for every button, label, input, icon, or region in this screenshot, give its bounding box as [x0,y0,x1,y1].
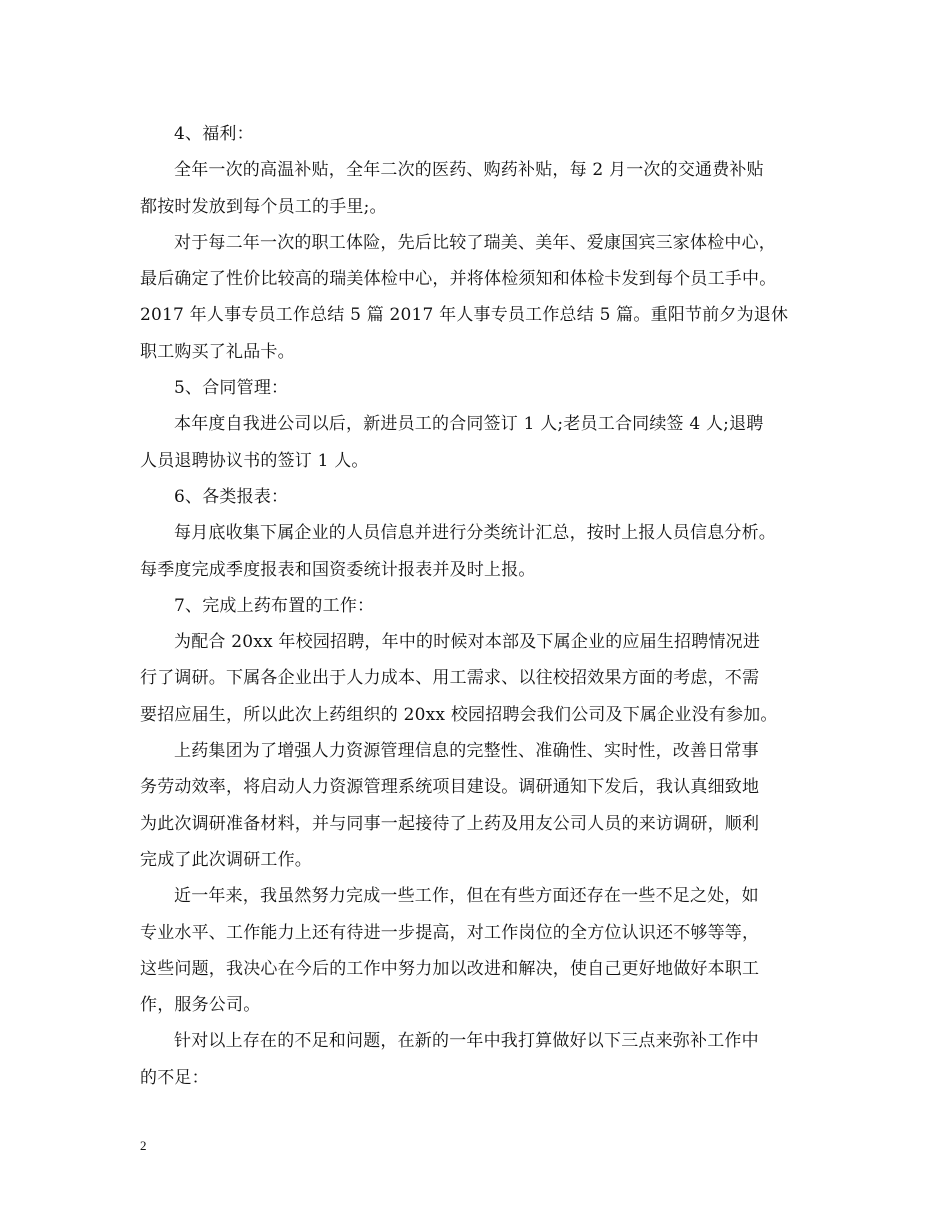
text-line: 完成了此次调研工作。 [140,849,312,870]
text-line: 本年度自我进公司以后，新进员工的合同签订 1 人;老员工合同续签 4 人;退聘 [174,414,764,435]
text-line: 的不足： [140,1067,209,1088]
text-line: 每月底收集下属企业的人员信息并进行分类统计汇总，按时上报人员信息分析。 [174,523,776,544]
text-line: 2017 年人事专员工作总结 5 篇 2017 年人事专员工作总结 5 篇。重阳节前夕为退休 [140,305,789,326]
text-line: 作，服务公司。 [140,995,261,1016]
text-line: 为此次调研准备材料，并与同事一起接待了上药及用友公司人员的来访调研，顺利 [140,813,760,834]
text-line: 都按时发放到每个员工的手里;。 [140,196,387,217]
text-line: 专业水平、工作能力上还有待进一步提高，对工作岗位的全方位认识还不够等等， [140,922,760,943]
text-line: 行了调研。下属各企业出于人力成本、用工需求、以往校招效果方面的考虑，不需 [140,668,760,689]
text-line: 为配合 20xx 年校园招聘，年中的时候对本部及下属企业的应届生招聘情况进 [174,632,761,653]
text-line: 针对以上存在的不足和问题，在新的一年中我打算做好以下三点来弥补工作中 [174,1031,759,1052]
text-line: 这些问题，我决心在今后的工作中努力加以改进和解决，使自己更好地做好本职工 [140,958,760,979]
text-line: 全年一次的高温补贴，全年二次的医药、购药补贴，每 2 月一次的交通费补贴 [174,160,764,181]
text-line: 近一年来，我虽然努力完成一些工作，但在有些方面还存在一些不足之处，如 [174,886,759,907]
text-line: 上药集团为了增强人力资源管理信息的完整性、准确性、实时性，改善日常事 [174,741,759,762]
text-line: 人员退聘协议书的签订 1 人。 [140,450,369,471]
text-line: 对于每二年一次的职工体险，先后比较了瑞美、美年、爱康国宾三家体检中心， [174,232,776,253]
text-line: 6、各类报表： [174,486,289,507]
text-line: 4、福利： [174,124,254,144]
text-line: 7、完成上药布置的工作： [174,595,375,616]
page-number: 2 [140,1138,147,1153]
text-line: 要招应届生，所以此次上药组织的 20xx 校园招聘会我们公司及下属企业没有参加。 [140,704,778,725]
text-line: 5、合同管理： [174,378,289,399]
text-line: 务劳动效率，将启动人力资源管理系统项目建设。调研通知下发后，我认真细致地 [140,777,760,798]
text-line: 每季度完成季度报表和国资委统计报表并及时上报。 [140,559,536,580]
text-line: 最后确定了性价比较高的瑞美体检中心，并将体检须知和体检卡发到每个员工手中。 [140,269,777,290]
text-line: 职工购买了礼品卡。 [140,341,295,362]
document-body [140,116,830,1096]
